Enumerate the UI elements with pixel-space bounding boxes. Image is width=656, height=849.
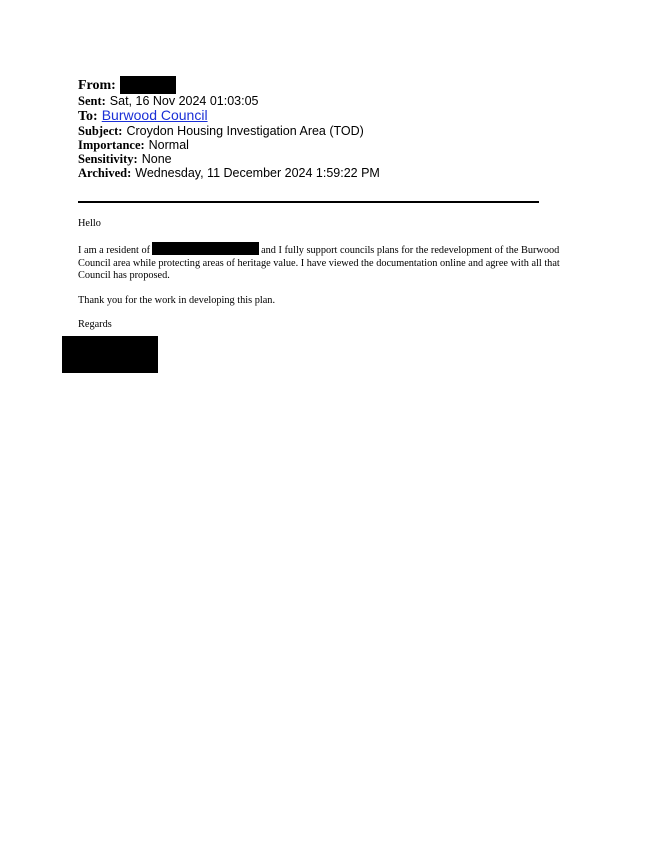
sensitivity-row [78,152,598,166]
sensitivity-label: Sensitivity: [78,152,138,166]
archived-value: Wednesday, 11 December 2024 1:59:22 PM [135,166,380,180]
body-paragraph-1-start: I am a resident of [78,245,151,257]
archived-row [78,166,598,180]
to-row [78,108,598,124]
archived-label: Archived: [78,166,132,180]
from-row [78,76,598,94]
to-label: To: [78,109,98,124]
subject-value: Croydon Housing Investigation Area (TOD) [126,124,364,138]
email-body [78,218,588,331]
header-divider [78,201,539,203]
subject-label: Subject: [78,124,123,138]
signature-redaction [62,336,158,373]
body-paragraph-1-end: and I fully support councils plans for the redevelopment of the Burwood Council area while protecting areas of heritage value. I have viewed the documentation online and agree with all that Council has proposed. [78,245,560,282]
greeting: Hello [78,218,101,229]
address-redaction [152,242,259,255]
sent-row [78,94,598,108]
sent-value: Sat, 16 Nov 2024 01:03:05 [109,94,259,108]
sensitivity-value: None [141,152,172,166]
sent-label: Sent: [78,94,106,108]
importance-row [78,138,598,152]
body-paragraph-1 [78,242,588,282]
to-recipient-link[interactable]: Burwood Council [101,107,208,123]
from-label: From: [78,78,116,93]
importance-value: Normal [148,138,189,152]
subject-row [78,124,598,138]
closing: Regards [78,319,112,331]
body-paragraph-2: Thank you for the work in developing this plan. [78,294,276,306]
email-header [78,76,598,180]
from-redaction [120,76,176,94]
importance-label: Importance: [78,138,145,152]
